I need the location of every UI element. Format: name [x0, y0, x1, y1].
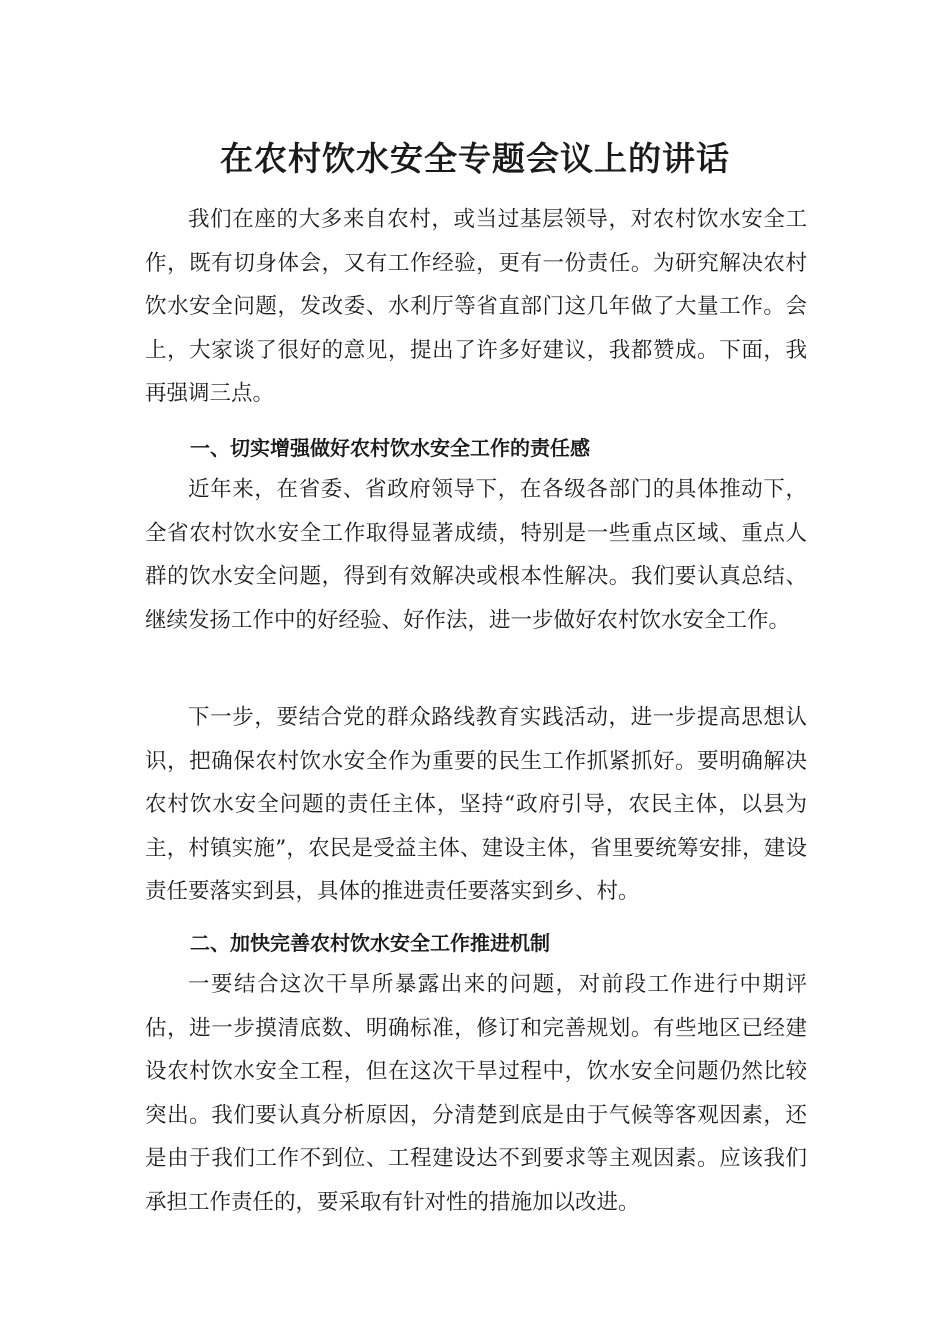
paragraph-section1-b: 下一步，要结合党的群众路线教育实践活动，进一步提高思想认识，把确保农村饮水安全作为重要的民生工作抓紧抓好。要明确解决农村饮水安全问题的责任主体，坚持“政府引导，农民主体，以县为主，村镇实施”，农民是受益主体、建设主体，省里要统筹安排，建设责任要落实到县，具体的推进责任要落实到乡、村。: [145, 705, 807, 904]
paragraph-section1-a: 近年来，在省委、省政府领导下，在各级各部门的具体推动下，全省农村饮水安全工作取得显著成绩，特别是一些重点区域、重点人群的饮水安全问题，得到有效解决或根本性解决。我们要认真总结、继续发扬工作中的好经验、好作法，进一步做好农村饮水安全工作。: [145, 477, 807, 633]
section-heading-2: 二、加快完善农村饮水安全工作推进机制: [190, 931, 550, 955]
paragraph-section2-a: 一要结合这次干旱所暴露出来的问题，对前段工作进行中期评估，进一步摸清底数、明确标准，修订和完善规划。有些地区已经建设农村饮水安全工程，但在这次干旱过程中，饮水安全问题仍然比较突出。我们要认真分析原因，分清楚到底是由于气候等客观因素，还是由于我们工作不到位、工程建设达不到要求等主观因素。应该我们承担工作责任的，要采取有针对性的措施加以改进。: [145, 972, 807, 1215]
section-heading-1: 一、切实增强做好农村饮水安全工作的责任感: [190, 436, 590, 460]
paragraph-intro: 我们在座的大多来自农村，或当过基层领导，对农村饮水安全工作，既有切身体会，又有工作经验，更有一份责任。为研究解决农村饮水安全问题，发改委、水利厅等省直部门这几年做了大量工作。会上，大家谈了很好的意见，提出了许多好建议，我都赞成。下面，我再强调三点。: [145, 207, 807, 406]
document-title: 在农村饮水安全专题会议上的讲话: [220, 139, 730, 178]
